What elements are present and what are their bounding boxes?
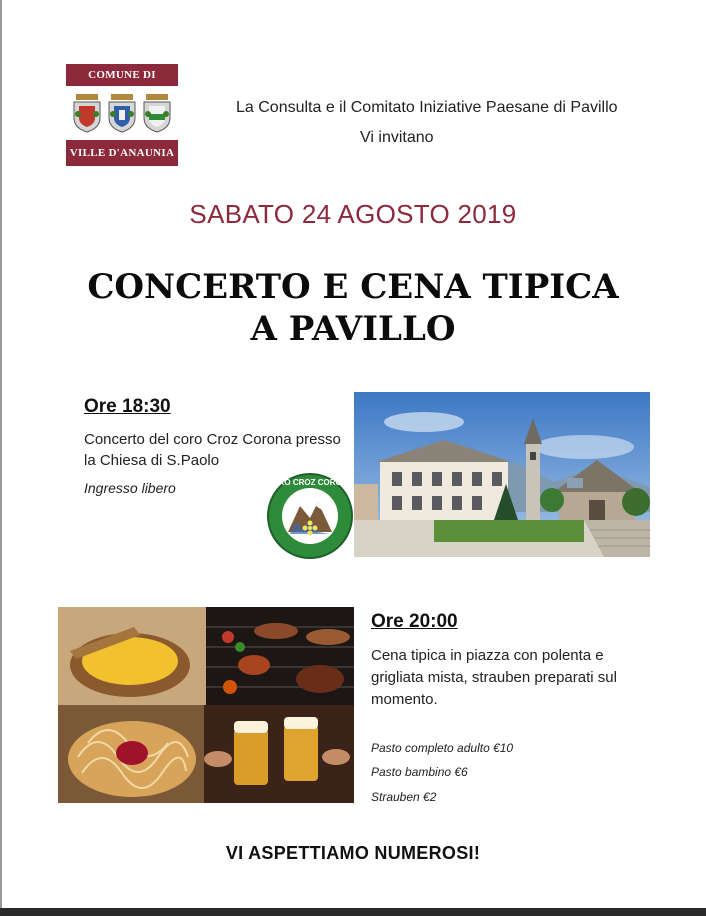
concert-time: Ore 18:30 <box>84 396 171 417</box>
dinner-description: Cena tipica in piazza con polenta e grigliata mista, strauben preparati sul momento. <box>371 647 617 708</box>
coat-of-arms-icon <box>66 90 178 136</box>
choir-badge-icon <box>266 472 354 560</box>
price-adult: Pasto completo adulto €10 <box>371 741 514 755</box>
page-bottom-bar <box>0 908 706 916</box>
municipality-logo <box>66 64 178 166</box>
badge-text: CORO CROZ CORONA <box>266 478 354 487</box>
concert-note: Ingresso libero <box>84 480 176 496</box>
event-title <box>0 266 706 350</box>
logo-band-bottom: VILLE D'ANAUNIA <box>66 140 178 166</box>
dinner-time: Ore 20:00 <box>371 611 458 632</box>
price-child: Pasto bambino €6 <box>371 765 468 779</box>
concert-description: Concerto del coro Croz Corona presso la Chiesa di S.Paolo <box>84 431 341 469</box>
food-photo-collage <box>58 607 354 803</box>
event-date: SABATO 24 AGOSTO 2019 <box>189 199 517 229</box>
logo-band-top: COMUNE DI <box>66 64 178 86</box>
invite-text: Vi invitano <box>360 129 434 146</box>
closing-message: VI ASPETTIAMO NUMEROSI! <box>225 843 481 863</box>
event-title-line-2: A PAVILLO <box>250 309 456 349</box>
event-title-line-1: CONCERTO E CENA TIPICA <box>87 267 619 307</box>
church-photo <box>354 392 650 557</box>
page-left-border <box>0 0 2 916</box>
price-strauben: Strauben €2 <box>371 790 437 804</box>
organizers-text: La Consulta e il Comitato Iniziative Paesane di Pavillo <box>236 99 618 116</box>
